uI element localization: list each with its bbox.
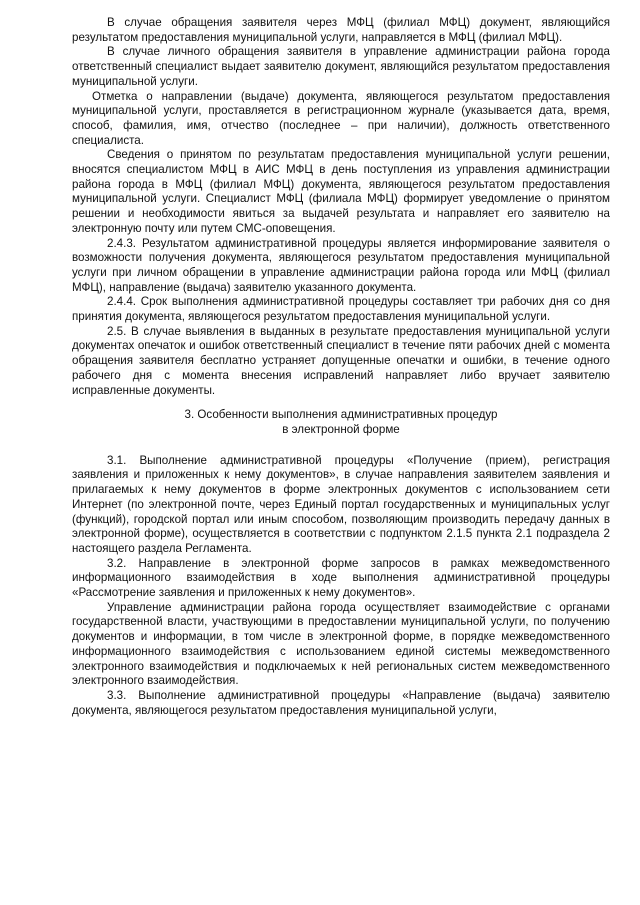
paragraph-interagency: Управление администрации района города осуществляет взаимодействие с органами государственной власти, участвующими в предоставлении муниципальной услуги, по получению документов и информации, в том числе в электронной форме, в порядке межведомственного информационного взаимодействия с использованием единой системы межведомственного электронного взаимодействия и подключаемых к ней региональных систем межведомственного электронного взаимодействия. [72, 600, 610, 688]
paragraph-decision-info: Сведения о принятом по результатам предоставления муниципальной услуги решении, вносятся специалистом МФЦ в АИС МФЦ в день поступления из управления администрации района города в МФЦ (филиал МФЦ) документа, являющегося результатом предоставления муниципальной услуги. Специалист МФЦ (филиала МФЦ) формирует уведомление о принятом решении и необходимости явиться за выдачей результата и направляет его заявителю на электронную почту или путем СМС-оповещения. [72, 148, 610, 235]
paragraph-2-4-3: 2.4.3. Результатом административной процедуры является информирование заявителя о возможности получения документа, являющегося результатом предоставления муниципальной услуги при личном обращении в управление администрации района города или МФЦ (филиал МФЦ), направление (выдача) заявителю указанного документа. [72, 236, 610, 294]
paragraph-mfc-delivery: В случае обращения заявителя через МФЦ (филиал МФЦ) документ, являющийся результатом предоставления муниципальной услуги, направляется в МФЦ (филиал МФЦ). [72, 16, 610, 44]
paragraph-3-2: 3.2. Направление в электронной форме запросов в рамках межведомственного информационного взаимодействия в ходе выполнения административной процедуры «Рассмотрение заявления и приложенных к нему документов». [72, 556, 610, 600]
paragraph-3-3: 3.3. Выполнение административной процедуры «Направление (выдача) заявителю документа, являющегося результатом предоставления муниципальной услуги, [72, 688, 610, 717]
section-3-heading [72, 408, 610, 437]
document-page [72, 16, 610, 718]
section-3-heading-line2: в электронной форме [282, 422, 400, 436]
paragraph-2-5: 2.5. В случае выявления в выданных в результате предоставления муниципальной услуги документах опечаток и ошибок ответственный специалист в течение пяти рабочих дней с момента обращения заявителя бесплатно устраняет допущенные опечатки и ошибки, в течение одного рабочего дня с момента внесения исправлений направляет либо вручает заявителю исправленные документы. [72, 324, 610, 397]
paragraph-personal-delivery: В случае личного обращения заявителя в управление администрации района города ответственный специалист выдает заявителю документ, являющийся результатом предоставления муниципальной услуги. [72, 45, 610, 88]
paragraph-2-4-4: 2.4.4. Срок выполнения административной процедуры составляет три рабочих дня со дня принятия документа, являющегося результатом предоставления муниципальной услуги. [72, 295, 610, 324]
section-3-heading-line1: 3. Особенности выполнения административных процедур [184, 408, 498, 422]
paragraph-registration-note: Отметка о направлении (выдаче) документа, являющегося результатом предоставления муниципальной услуги, проставляется в регистрационном журнале (указывается дата, время, способ, фамилия, имя, отчество (последнее – при наличии), должность ответственного специалиста. [72, 89, 610, 147]
paragraph-3-1: 3.1. Выполнение административной процедуры «Получение (прием), регистрация заявления и приложенных к нему документов», в случае направления заявителем заявления и прилагаемых к нему документов в форме электронных документов с использованием сети Интернет (по электронной почте, через Единый портал государственных и муниципальных услуг (функций), городской портал или иным способом, позволяющим производить передачу данных в электронной форме), осуществляется в соответствии с подпунктом 2.1.5 пункта 2.1 подраздела 2 настоящего раздела Регламента. [72, 453, 610, 555]
